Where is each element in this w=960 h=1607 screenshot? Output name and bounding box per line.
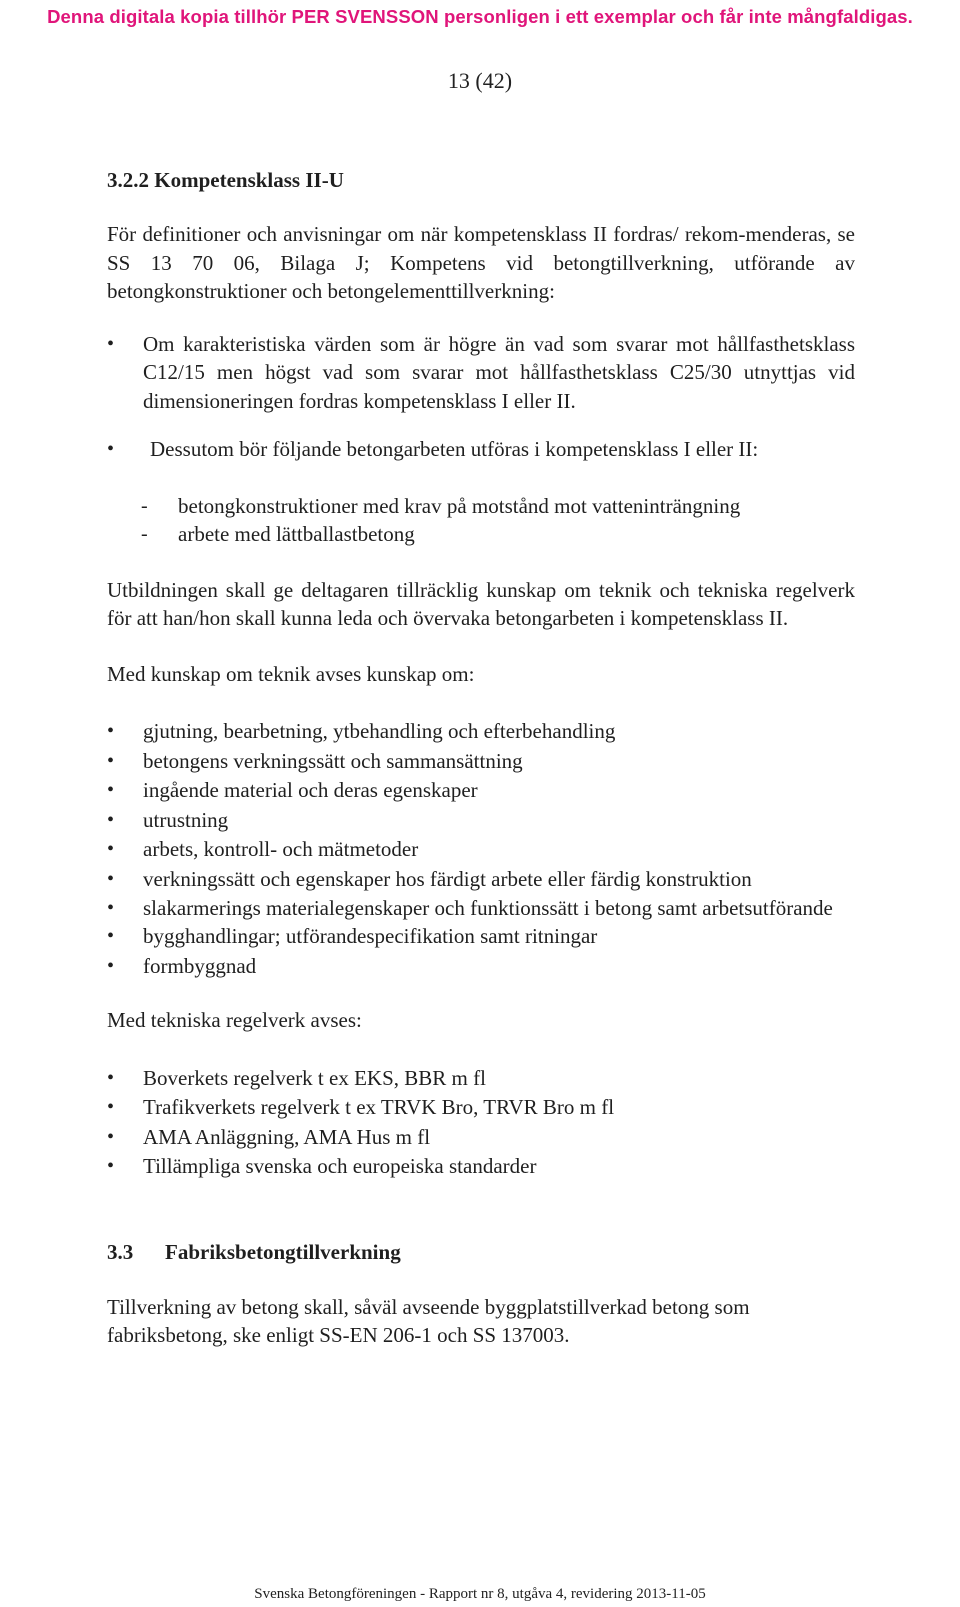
list-item: • formbyggnad [107, 952, 855, 982]
technique-intro: Med kunskap om teknik avses kunskap om: [107, 661, 475, 686]
list-item: • Tillämpliga svenska och europeiska standarder [107, 1152, 855, 1182]
list-item: • arbets, kontroll- och mätmetoder [107, 835, 855, 865]
list-item: • AMA Anläggning, AMA Hus m fl [107, 1123, 855, 1153]
list-item: • Dessutom bör följande betongarbeten utföras i kompetensklass I eller II: [107, 435, 855, 464]
page-number: 13 (42) [447, 68, 513, 93]
list-item: • betongens verkningssätt och sammansättning [107, 747, 855, 777]
criteria-list-2 [107, 435, 855, 464]
factory-concrete-paragraph: Tillverkning av betong skall, såväl avseende byggplatstillverkad betong som fabriksbetong, ske enligt SS-EN 206-1 och SS 137003. [107, 1294, 750, 1347]
list-item: • verkningssätt och egenskaper hos färdigt arbete eller färdig konstruktion [107, 865, 855, 895]
footer-text: Svenska Betongföreningen - Rapport nr 8, utgåva 4, revidering 2013-11-05 [254, 1586, 706, 1602]
list-item: • utrustning [107, 806, 855, 836]
section-title: Fabriksbetongtillverkning [165, 1239, 401, 1264]
list-item: • ingående material och deras egenskaper [107, 776, 855, 806]
page-footer [0, 1586, 960, 1603]
section-number: 3.3 [107, 1239, 134, 1264]
list-item: • Boverkets regelverk t ex EKS, BBR m fl [107, 1064, 855, 1094]
list-item: • bygghandlingar; utförandespecifikation samt ritningar [107, 922, 855, 952]
list-item: - arbete med lättballastbetong [107, 520, 855, 549]
technique-list [107, 717, 855, 981]
criteria-list [107, 330, 855, 416]
list-item: • gjutning, bearbetning, ytbehandling och efterbehandling [107, 717, 855, 747]
list-item: - betongkonstruktioner med krav på motstånd mot vatteninträngning [107, 492, 855, 521]
intro-paragraph: För definitioner och anvisningar om när kompetensklass II fordras/ rekom-menderas, se SS 13 70 06, Bilaga J; Kompetens vid betongtillverkning, utförande av betongkonstruktioner och betongelementtillverkning: [107, 222, 855, 303]
training-paragraph: Utbildningen skall ge deltagaren tillräcklig kunskap om teknik och tekniska regelverk för att han/hon skall kunna leda och övervaka betongarbeten i kompetensklass II. [107, 577, 855, 630]
regulations-intro: Med tekniska regelverk avses: [107, 1008, 362, 1032]
regulations-list [107, 1064, 855, 1182]
section-heading-322: 3.2.2 Kompetensklass II-U [107, 168, 344, 192]
section-heading-33 [107, 1238, 855, 1266]
page-content [107, 166, 855, 1350]
list-item: • Om karakteristiska värden som är högre än vad som svarar mot hållfasthetsklass C12/15 men högst vad som svarar mot hållfasthetsklass C25/30 utnyttjas vid dimensioneringen fordras kompetensklass I eller II. [107, 330, 855, 416]
concrete-work-list [107, 492, 855, 549]
copyright-watermark: Denna digitala kopia tillhör PER SVENSSON personligen i ett exemplar och får inte mångfaldigas. [47, 6, 913, 27]
list-item: • slakarmerings materialegenskaper och funktionssätt i betong samt arbetsutförande [107, 894, 855, 922]
list-item: • Trafikverkets regelverk t ex TRVK Bro, TRVR Bro m fl [107, 1093, 855, 1123]
